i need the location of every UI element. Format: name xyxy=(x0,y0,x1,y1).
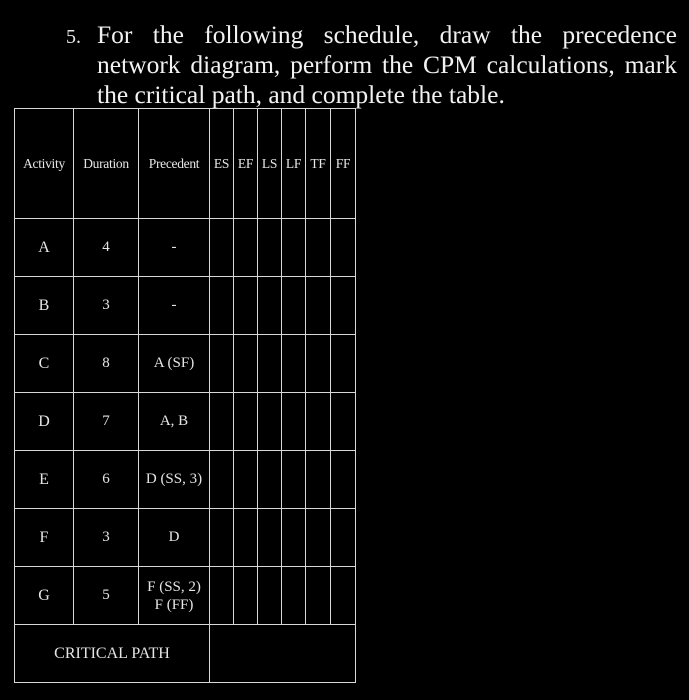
lf-cell xyxy=(282,509,306,567)
question-line-2: network diagram, perform the CPM calculations, mark xyxy=(97,50,677,79)
table-row xyxy=(15,567,356,625)
header-es: ES xyxy=(210,109,234,219)
activity-cell: B xyxy=(15,277,74,335)
tf-cell xyxy=(306,509,331,567)
ef-cell xyxy=(234,567,258,625)
ff-cell xyxy=(331,335,356,393)
tf-cell xyxy=(306,567,331,625)
table-row xyxy=(15,277,356,335)
lf-cell xyxy=(282,567,306,625)
tf-cell xyxy=(306,219,331,277)
ef-cell xyxy=(234,277,258,335)
precedent-line-2: F (FF) xyxy=(154,596,194,613)
critical-path-answer-cell xyxy=(210,625,356,683)
question-text xyxy=(97,20,677,110)
activity-cell: D xyxy=(15,393,74,451)
header-precedent: Precedent xyxy=(139,109,210,219)
tf-cell xyxy=(306,451,331,509)
ef-cell xyxy=(234,219,258,277)
ef-cell xyxy=(234,393,258,451)
header-activity: Activity xyxy=(15,109,74,219)
header-ls: LS xyxy=(258,109,282,219)
table-row xyxy=(15,335,356,393)
ff-cell xyxy=(331,509,356,567)
question-number: 5. xyxy=(66,26,81,48)
lf-cell xyxy=(282,451,306,509)
es-cell xyxy=(210,393,234,451)
question-line-1: For the following schedule, draw the precedence xyxy=(97,20,677,49)
table-row xyxy=(15,509,356,567)
precedent-cell: A (SF) xyxy=(139,335,210,393)
table-header-row xyxy=(15,109,356,219)
ff-cell xyxy=(331,277,356,335)
activity-cell: F xyxy=(15,509,74,567)
lf-cell xyxy=(282,277,306,335)
critical-path-label: CRITICAL PATH xyxy=(15,625,210,683)
ff-cell xyxy=(331,393,356,451)
schedule-table xyxy=(14,108,356,683)
precedent-cell: - xyxy=(139,277,210,335)
lf-cell xyxy=(282,393,306,451)
activity-cell: C xyxy=(15,335,74,393)
table-row xyxy=(15,393,356,451)
question-line-3: the critical path, and complete the table. xyxy=(97,80,505,109)
duration-cell: 4 xyxy=(74,219,139,277)
header-ff: FF xyxy=(331,109,356,219)
precedent-cell: D xyxy=(139,509,210,567)
header-duration: Duration xyxy=(74,109,139,219)
ls-cell xyxy=(258,393,282,451)
header-lf: LF xyxy=(282,109,306,219)
duration-cell: 7 xyxy=(74,393,139,451)
table-row xyxy=(15,451,356,509)
es-cell xyxy=(210,567,234,625)
es-cell xyxy=(210,335,234,393)
precedent-cell xyxy=(139,567,210,625)
activity-cell: G xyxy=(15,567,74,625)
precedent-cell: A, B xyxy=(139,393,210,451)
ef-cell xyxy=(234,509,258,567)
header-tf: TF xyxy=(306,109,331,219)
table-row xyxy=(15,219,356,277)
es-cell xyxy=(210,451,234,509)
ls-cell xyxy=(258,335,282,393)
ff-cell xyxy=(331,219,356,277)
ls-cell xyxy=(258,567,282,625)
tf-cell xyxy=(306,335,331,393)
critical-path-row xyxy=(15,625,356,683)
ef-cell xyxy=(234,335,258,393)
ls-cell xyxy=(258,219,282,277)
tf-cell xyxy=(306,277,331,335)
ls-cell xyxy=(258,451,282,509)
activity-cell: E xyxy=(15,451,74,509)
activity-cell: A xyxy=(15,219,74,277)
ls-cell xyxy=(258,509,282,567)
duration-cell: 3 xyxy=(74,509,139,567)
ls-cell xyxy=(258,277,282,335)
precedent-line-1: F (SS, 2) xyxy=(147,578,201,595)
ff-cell xyxy=(331,567,356,625)
precedent-cell: D (SS, 3) xyxy=(139,451,210,509)
precedent-cell: - xyxy=(139,219,210,277)
es-cell xyxy=(210,509,234,567)
es-cell xyxy=(210,277,234,335)
duration-cell: 5 xyxy=(74,567,139,625)
tf-cell xyxy=(306,393,331,451)
lf-cell xyxy=(282,335,306,393)
lf-cell xyxy=(282,219,306,277)
header-ef: EF xyxy=(234,109,258,219)
duration-cell: 6 xyxy=(74,451,139,509)
duration-cell: 8 xyxy=(74,335,139,393)
duration-cell: 3 xyxy=(74,277,139,335)
ef-cell xyxy=(234,451,258,509)
es-cell xyxy=(210,219,234,277)
ff-cell xyxy=(331,451,356,509)
